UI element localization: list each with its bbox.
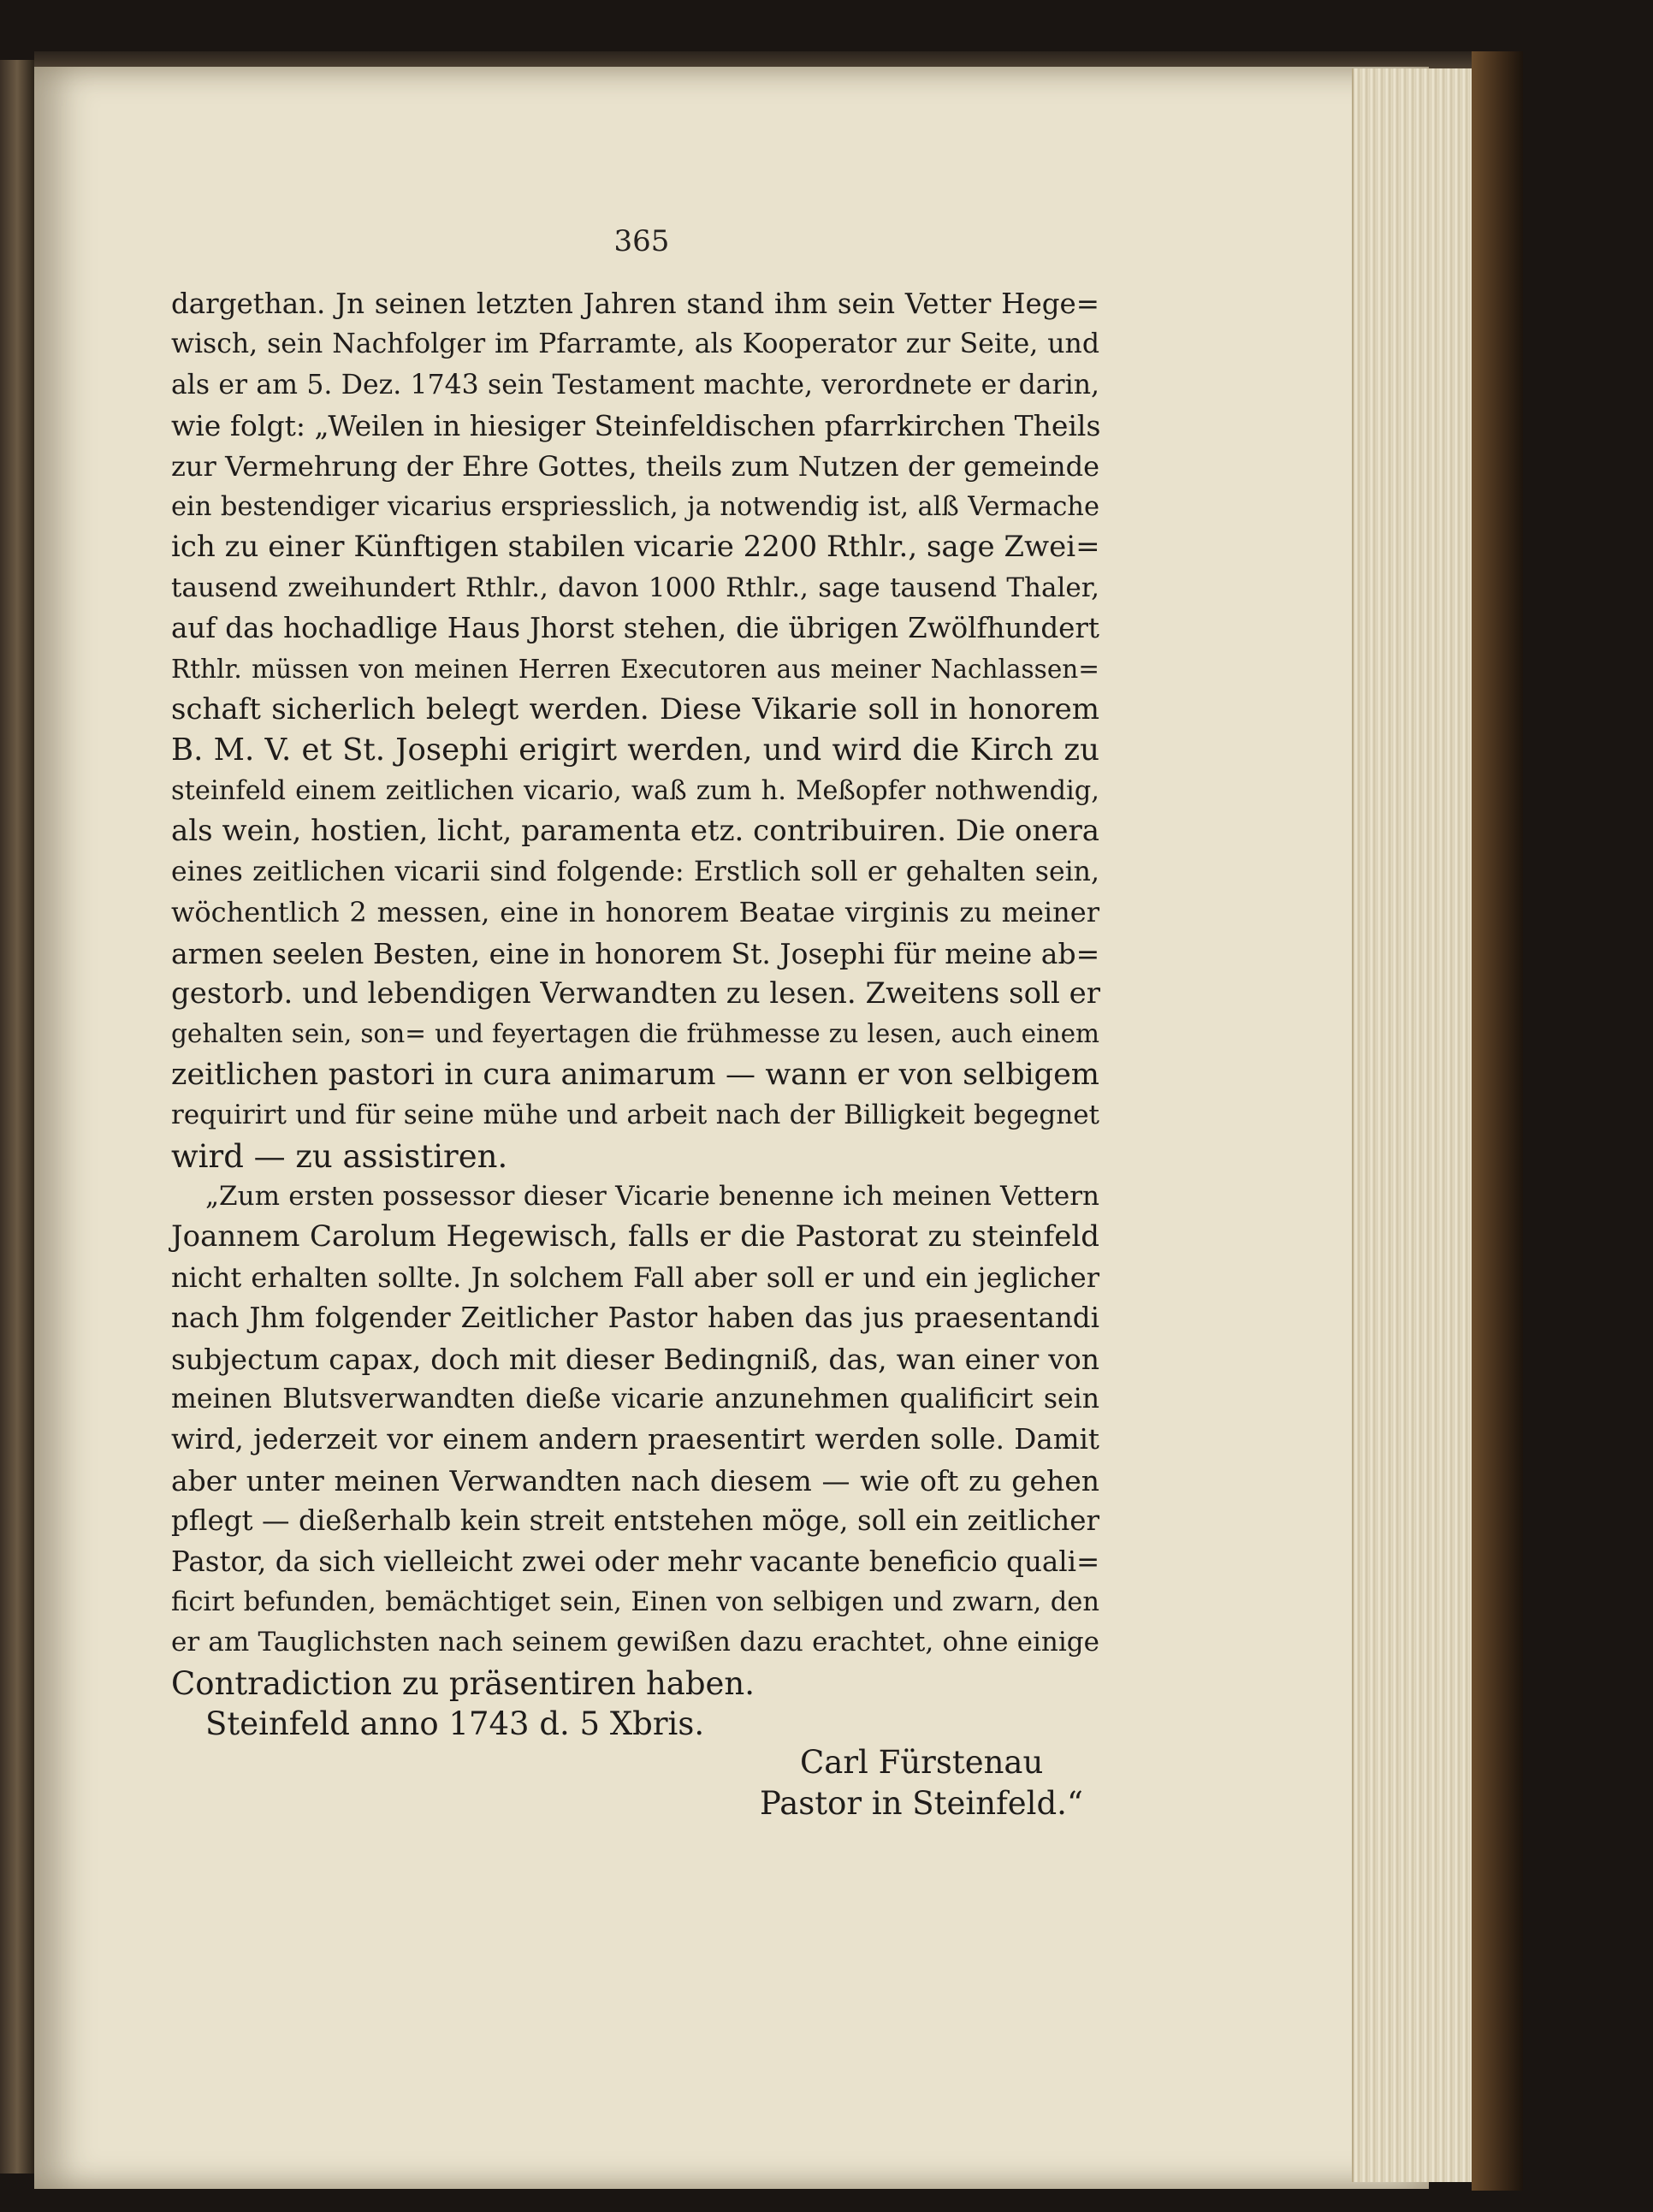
text-line: wird — zu assistiren.: [171, 1137, 508, 1175]
paragraph-1: [171, 284, 1099, 1177]
text-line: zeitlichen pastori in cura animarum — wann er von selbigem: [171, 1057, 1099, 1092]
text-line: meinen Blutsverwandten dieße vicarie anzunehmen qualificirt sein: [171, 1383, 1099, 1414]
text-line: wöchentlich 2 messen, eine in honorem Beatae virginis zu meiner: [171, 896, 1099, 929]
text-line: aber unter meinen Verwandten nach diesem — wie oft zu gehen: [171, 1463, 1099, 1497]
book-cover-edge: [1472, 51, 1523, 2191]
text-line: wird, jederzeit vor einem andern praesentirt werden solle. Damit: [171, 1423, 1099, 1456]
text-line: eines zeitlichen vicarii sind folgende: Erstlich soll er gehalten sein,: [171, 856, 1099, 887]
text-line: armen seelen Besten, eine in honorem St. Josephi für meine ab=: [171, 936, 1100, 970]
text-line: wisch, sein Nachfolger im Pfarramte, als Kooperator zur Seite, und: [171, 329, 1099, 360]
paragraph-2: [171, 1177, 1099, 1704]
text-line: subjectum capax, doch mit dieser Bedingniß, das, wan einer von: [171, 1342, 1099, 1376]
text-line: Joannem Carolum Hegewisch, falls er die Pastorat zu steinfeld: [171, 1219, 1099, 1254]
text-line: gehalten sein, son= und feyertagen die frühmesse zu lesen, auch einem: [171, 1019, 1099, 1049]
text-line: nicht erhalten sollte. Jn solchem Fall aber soll er und ein jeglicher: [171, 1260, 1099, 1294]
text-line: Pastor, da sich vielleicht zwei oder mehr vacante beneficio quali=: [171, 1545, 1100, 1578]
text-line: requirirt und für seine mühe und arbeit nach der Billigkeit begegnet: [171, 1100, 1099, 1131]
text-line: als wein, hostien, licht, paramenta etz. contribuiren. Die onera: [171, 814, 1099, 849]
text-line: ich zu einer Künftigen stabilen vicarie 2200 Rthlr., sage Zwei=: [171, 530, 1100, 565]
text-line: ficirt befunden, bemächtiget sein, Einen von selbigen und zwarn, den: [171, 1587, 1099, 1617]
signature-name: Carl Fürstenau: [800, 1744, 1044, 1781]
text-line: schaft sicherlich belegt werden. Diese Vikarie soll in honorem: [171, 692, 1099, 727]
text-line: ein bestendiger vicarius erspriesslich, ja notwendig ist, alß Vermache: [171, 492, 1099, 523]
text-line: auf das hochadlige Haus Jhorst stehen, die übrigen Zwölfhundert: [171, 612, 1099, 645]
text-line: gestorb. und lebendigen Verwandten zu lesen. Zweitens soll er: [171, 976, 1101, 1011]
text-line: wie folgt: „Weilen in hiesiger Steinfeldischen pfarrkirchen Theils: [171, 409, 1101, 443]
text-line: B. M. V. et St. Josephi erigirt werden, und wird die Kirch zu: [171, 732, 1099, 768]
text-line: dargethan. Jn seinen letzten Jahren stand ihm sein Vetter Hege=: [171, 288, 1099, 320]
page-stack-edges: [1352, 68, 1482, 2182]
page-number: 365: [613, 224, 670, 258]
text-line: er am Tauglichsten nach seinem gewißen dazu erachtet, ohne einige: [171, 1627, 1099, 1658]
text-line: steinfeld einem zeitlichen vicario, waß zum h. Meßopfer nothwendig,: [171, 775, 1099, 806]
closing-line: Steinfeld anno 1743 d. 5 Xbris.: [205, 1705, 705, 1743]
left-page-edge: [0, 60, 34, 2173]
text-line: als er am 5. Dez. 1743 sein Testament machte, verordnete er darin,: [171, 369, 1099, 400]
signature-title: Pastor in Steinfeld.“: [760, 1785, 1083, 1822]
text-line: Rthlr. müssen von meinen Herren Executoren aus meiner Nachlassen=: [171, 654, 1099, 684]
text-line: nach Jhm folgender Zeitlicher Pastor haben das jus praesentandi: [171, 1302, 1099, 1335]
text-line: pflegt — dießerhalb kein streit entstehen möge, soll ein zeitlicher: [171, 1504, 1099, 1538]
text-line: Contradiction zu präsentiren haben.: [171, 1664, 755, 1702]
text-line: zur Vermehrung der Ehre Gottes, theils zum Nutzen der gemeinde: [171, 449, 1099, 483]
text-line: „Zum ersten possessor dieser Vicarie benenne ich meinen Vettern: [205, 1180, 1099, 1212]
text-line: tausend zweihundert Rthlr., davon 1000 Rthlr., sage tausend Thaler,: [171, 572, 1099, 603]
body-text: [171, 284, 1099, 1745]
